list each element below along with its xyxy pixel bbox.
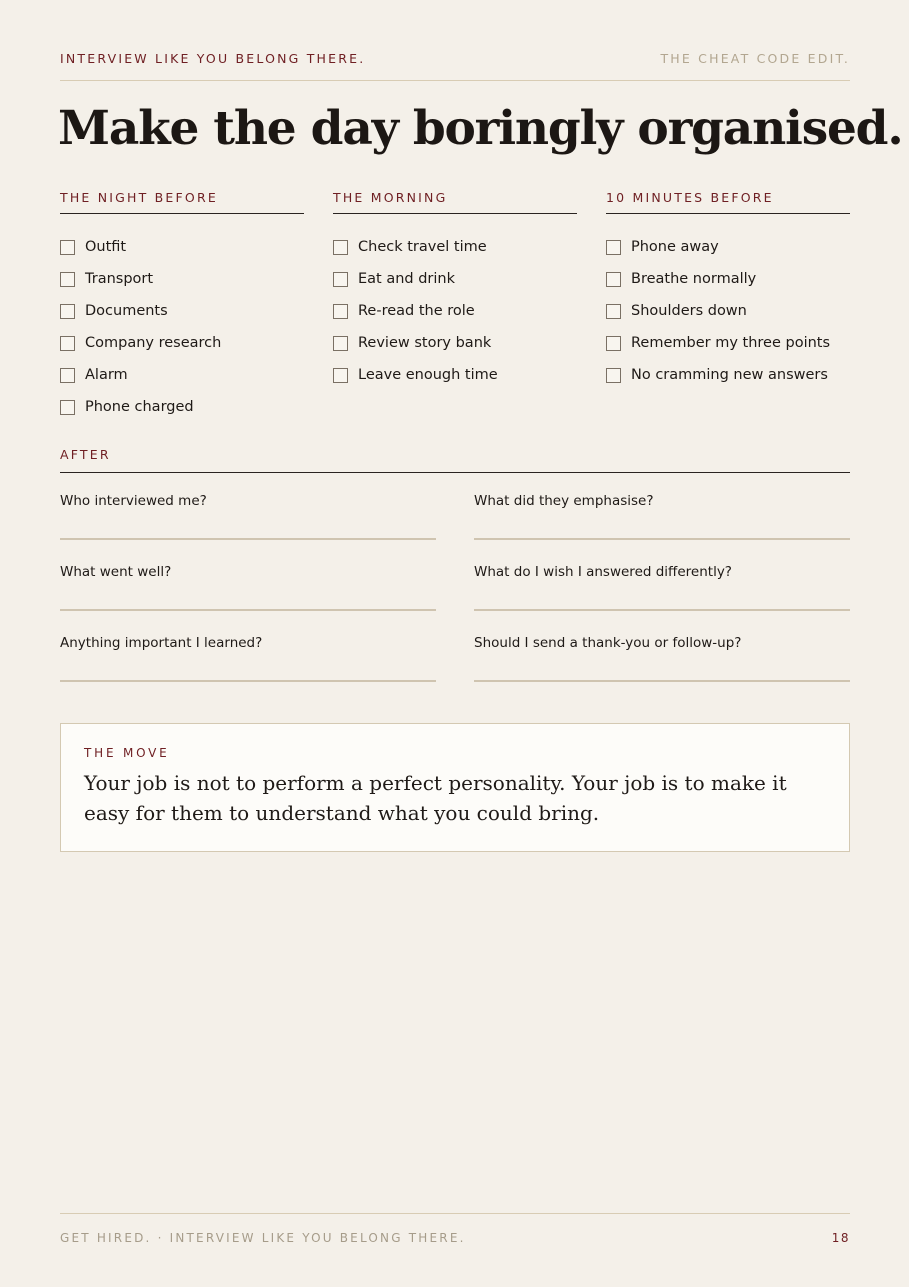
after-question-field[interactable] <box>60 493 436 509</box>
checkbox[interactable] <box>606 272 621 287</box>
checklist-heading: THE MORNING <box>333 190 577 214</box>
checklist-item[interactable] <box>333 263 577 295</box>
checklist-item-label: Remember my three points <box>631 335 831 351</box>
checklist-item[interactable] <box>333 359 577 391</box>
checklist-item-label: Eat and drink <box>358 271 456 287</box>
checklist-item[interactable] <box>60 263 304 295</box>
callout-heading: THE MOVE <box>84 746 170 760</box>
checklist-item[interactable] <box>606 263 850 295</box>
checklist-item-label: Phone away <box>631 239 719 255</box>
checklist-item[interactable] <box>606 359 850 391</box>
checklist-item-label: Check travel time <box>358 239 487 255</box>
checklist-items <box>60 231 304 423</box>
checkbox[interactable] <box>60 400 75 415</box>
checklist-heading: 10 MINUTES BEFORE <box>606 190 850 214</box>
callout-text: Your job is not to perform a perfect personality. Your job is to make it easy for them to understand what you could bring. <box>84 771 787 825</box>
checklist-item-label: Breathe normally <box>631 271 757 287</box>
checkbox[interactable] <box>60 240 75 255</box>
checkbox[interactable] <box>606 240 621 255</box>
checklist-item-label: Re-read the role <box>358 303 475 319</box>
footer-tagline: GET HIRED. · INTERVIEW LIKE YOU BELONG THERE. <box>60 1231 466 1245</box>
checklist-item-label: Leave enough time <box>358 367 498 383</box>
question-label: What do I wish I answered differently? <box>474 564 732 580</box>
checkbox[interactable] <box>60 272 75 287</box>
header-tagline: INTERVIEW LIKE YOU BELONG THERE. <box>60 51 366 66</box>
after-question-field[interactable] <box>60 635 436 651</box>
running-header <box>60 51 850 66</box>
checklist-items <box>333 231 577 391</box>
checkbox[interactable] <box>606 336 621 351</box>
checklist-item[interactable] <box>60 327 304 359</box>
checklist-item[interactable] <box>60 391 304 423</box>
checklist-item-label: Shoulders down <box>631 303 747 319</box>
header-divider <box>60 80 850 81</box>
after-question-field[interactable] <box>474 493 850 509</box>
checklist-item[interactable] <box>606 231 850 263</box>
question-label: Should I send a thank-you or follow-up? <box>474 635 742 651</box>
answer-line[interactable] <box>474 609 850 611</box>
checkbox[interactable] <box>60 368 75 383</box>
checklist-items <box>606 231 850 391</box>
question-label: What went well? <box>60 564 172 580</box>
checklist-item[interactable] <box>333 295 577 327</box>
answer-line[interactable] <box>60 680 436 682</box>
checklist-item-label: Documents <box>85 303 168 319</box>
answer-line[interactable] <box>60 609 436 611</box>
page-title: Make the day boringly organised. <box>58 101 903 156</box>
checklist-item[interactable] <box>60 295 304 327</box>
answer-line[interactable] <box>474 538 850 540</box>
checklist-item-label: Review story bank <box>358 335 492 351</box>
answer-line[interactable] <box>60 538 436 540</box>
after-question-field[interactable] <box>60 564 436 580</box>
checklist-10-minutes-before <box>606 190 850 391</box>
checkbox[interactable] <box>60 304 75 319</box>
checkbox[interactable] <box>333 368 348 383</box>
question-label: Who interviewed me? <box>60 493 207 509</box>
checkbox[interactable] <box>333 272 348 287</box>
running-footer <box>60 1231 850 1245</box>
question-label: What did they emphasise? <box>474 493 654 509</box>
the-move-callout <box>60 723 850 852</box>
page-number: 18 <box>831 1231 850 1245</box>
checklist-morning <box>333 190 577 391</box>
after-question-field[interactable] <box>474 564 850 580</box>
checklist-item[interactable] <box>333 231 577 263</box>
checklist-item-label: Outfit <box>85 239 127 255</box>
after-heading: AFTER <box>60 447 850 473</box>
checkbox[interactable] <box>333 336 348 351</box>
checkbox[interactable] <box>333 304 348 319</box>
checkbox[interactable] <box>333 240 348 255</box>
checklist-item-label: Phone charged <box>85 399 194 415</box>
checklist-item-label: No cramming new answers <box>631 367 828 383</box>
checklist-item[interactable] <box>60 231 304 263</box>
checklist-night-before <box>60 190 304 423</box>
checkbox[interactable] <box>606 368 621 383</box>
checklist-item[interactable] <box>333 327 577 359</box>
checklist-item[interactable] <box>60 359 304 391</box>
checkbox[interactable] <box>606 304 621 319</box>
question-label: Anything important I learned? <box>60 635 263 651</box>
page <box>58 0 903 1287</box>
header-edition: THE CHEAT CODE EDIT. <box>660 51 850 66</box>
footer-divider <box>60 1213 850 1214</box>
answer-line[interactable] <box>474 680 850 682</box>
after-question-field[interactable] <box>474 635 850 651</box>
checklist-item-label: Company research <box>85 335 222 351</box>
checkbox[interactable] <box>60 336 75 351</box>
checklist-item[interactable] <box>606 327 850 359</box>
checklist-item[interactable] <box>606 295 850 327</box>
checklist-item-label: Alarm <box>85 367 128 383</box>
checklist-item-label: Transport <box>85 271 154 287</box>
checklist-heading: THE NIGHT BEFORE <box>60 190 304 214</box>
